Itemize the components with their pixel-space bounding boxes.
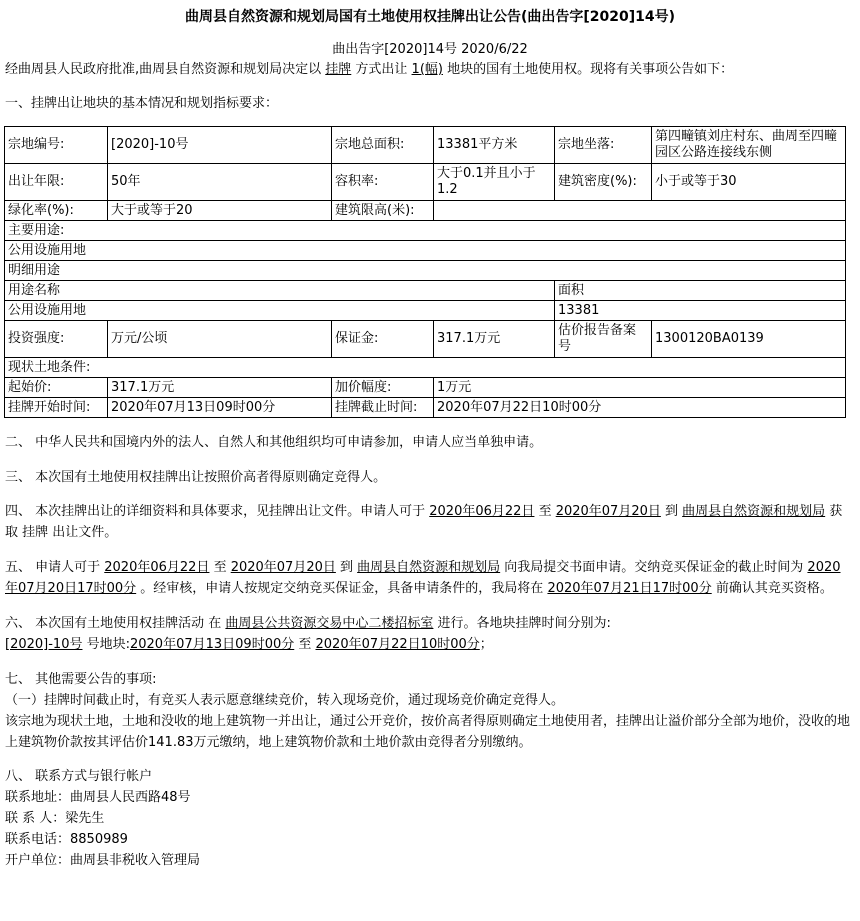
paragraph-text: 至	[294, 637, 316, 652]
table-cell: 50年	[108, 164, 332, 201]
paragraph-text: 六、 本次国有土地使用权挂牌活动 在	[5, 616, 226, 631]
table-cell: 现状土地条件:	[5, 358, 846, 378]
table-row	[5, 358, 846, 378]
section-8-title: 八、 联系方式与银行帐户	[5, 769, 153, 784]
table-cell: 宗地坐落:	[555, 127, 652, 164]
intro-text: 地块的国有土地使用权。现将有关事项公告如下：	[442, 62, 734, 77]
location-value: 曲周县公共资源交易中心二楼招标室	[225, 616, 434, 631]
table-cell: 出让年限:	[5, 164, 108, 201]
table-cell: 公用设施用地	[5, 241, 846, 261]
table-cell: 容积率:	[332, 164, 434, 201]
section-2-paragraph: 二、 中华人民共和国境内外的法人、自然人和其他组织均可申请参加，申请人应当单独申请。	[5, 435, 543, 450]
section-4-paragraph	[0, 501, 860, 543]
page-title: 曲周县自然资源和规划局国有土地使用权挂牌出让公告(曲出告字[2020]14号)	[184, 9, 676, 25]
table-cell: 投资强度:	[5, 321, 108, 358]
table-cell: 317.1万元	[108, 378, 332, 398]
table-row	[5, 398, 846, 418]
table-cell: 1300120BA0139	[652, 321, 846, 358]
table-cell: 317.1万元	[434, 321, 555, 358]
table-cell: 2020年07月22日10时00分	[434, 398, 846, 418]
table-cell: 第四疃镇刘庄村东、曲周至四疃园区公路连接线东侧	[652, 127, 846, 164]
paragraph-text: 四、 本次挂牌出让的详细资料和具体要求，见挂牌出让文件。申请人可于	[5, 504, 430, 519]
paragraph-text: 至	[534, 504, 556, 519]
table-row	[5, 261, 846, 281]
table-row	[5, 241, 846, 261]
paragraph-text: ；	[479, 637, 493, 652]
table-cell: 面积	[555, 281, 846, 301]
date-value: 2020年07月13日09时00分	[129, 637, 295, 652]
lot-number: [2020]-10号	[5, 637, 83, 652]
table-cell: 建筑密度(%):	[555, 164, 652, 201]
section-1-title: 一、挂牌出让地块的基本情况和规划指标要求：	[5, 96, 279, 111]
date-value: 2020年06月22日	[429, 504, 535, 519]
date-value: 2020年07月21日17时00分	[547, 581, 712, 596]
table-row	[5, 221, 846, 241]
intro-text: 经曲周县人民政府批准,曲周县自然资源和规划局决定以	[5, 62, 326, 77]
parcel-count: 1(幅)	[411, 62, 443, 77]
table-cell: 建筑限高(米):	[332, 201, 434, 221]
section-7-title: 七、 其他需要公告的事项:	[5, 672, 157, 687]
table-cell: 小于或等于30	[652, 164, 846, 201]
section-7-item-2: 该宗地为现状土地，土地和没收的地上建筑物一并出让，通过公开竞价，按价高者得原则确定土地使用者，挂牌出让溢价部分全部为地价，没收的地上建筑物价款按其评估价141.83万元缴纳，地上建筑物价款和土地价款由竞得者分别缴纳。	[5, 714, 851, 750]
paragraph-text: 。经审核，申请人按规定交纳竞买保证金，具备申请条件的，我局将在	[136, 581, 548, 596]
table-row	[5, 321, 846, 358]
paragraph-text: 获取 挂牌 出让文件。	[5, 504, 843, 540]
table-row	[5, 378, 846, 398]
date-value: 2020年07月20日17时00分	[5, 560, 841, 596]
table-cell: 宗地编号:	[5, 127, 108, 164]
table-cell: 2020年07月13日09时00分	[108, 398, 332, 418]
contact-address: 联系地址：曲周县人民西路48号	[5, 790, 191, 805]
paragraph-text: 向我局提交书面申请。交纳竞买保证金的截止时间为	[500, 560, 808, 575]
table-cell: 万元/公顷	[108, 321, 332, 358]
section-8-paragraph	[0, 766, 860, 871]
contact-person: 联 系 人：梁先生	[5, 811, 105, 826]
table-cell: 大于0.1并且小于1.2	[434, 164, 555, 201]
paragraph-text: 进行。各地块挂牌时间分别为:	[433, 616, 611, 631]
paragraph-text: 至	[209, 560, 231, 575]
section-7-paragraph	[0, 669, 860, 753]
table-cell: 起始价:	[5, 378, 108, 398]
date-value: 2020年07月20日	[555, 504, 661, 519]
table-cell: [2020]-10号	[108, 127, 332, 164]
table-row	[5, 164, 846, 201]
table-cell: 挂牌截止时间:	[332, 398, 434, 418]
table-cell	[434, 201, 846, 221]
section-3-paragraph: 三、 本次国有土地使用权挂牌出让按照价高者得原则确定竞得人。	[5, 470, 387, 485]
transfer-method: 挂牌	[325, 62, 352, 77]
contact-phone: 联系电话：8850989	[5, 832, 128, 847]
table-cell: 1万元	[434, 378, 846, 398]
location-value: 曲周县自然资源和规划局	[682, 504, 826, 519]
table-cell: 主要用途:	[5, 221, 846, 241]
intro-paragraph	[0, 58, 860, 76]
parcel-info-table	[4, 126, 846, 418]
bank-account-unit: 开户单位：曲周县非税收入管理局	[5, 853, 201, 868]
section-6-line-1	[5, 613, 850, 634]
paragraph-text: 号地块:	[82, 637, 130, 652]
table-cell: 用途名称	[5, 281, 555, 301]
table-cell: 宗地总面积:	[332, 127, 434, 164]
date-value: 2020年07月20日	[230, 560, 336, 575]
table-cell: 估价报告备案号	[555, 321, 652, 358]
table-cell: 保证金:	[332, 321, 434, 358]
paragraph-text: 到	[335, 560, 358, 575]
table-row	[5, 301, 846, 321]
table-cell: 挂牌开始时间:	[5, 398, 108, 418]
table-cell: 13381平方米	[434, 127, 555, 164]
table-row	[5, 281, 846, 301]
section-5-paragraph	[0, 557, 860, 599]
table-cell: 绿化率(%):	[5, 201, 108, 221]
date-value: 2020年07月22日10时00分	[315, 637, 480, 652]
table-cell: 公用设施用地	[5, 301, 555, 321]
location-value: 曲周县自然资源和规划局	[357, 560, 501, 575]
table-cell: 加价幅度:	[332, 378, 434, 398]
paragraph-text: 前确认其竞买资格。	[711, 581, 833, 596]
date-value: 2020年06月22日	[104, 560, 210, 575]
section-6-line-2	[5, 634, 850, 655]
table-cell: 13381	[555, 301, 846, 321]
paragraph-text: 五、 申请人可于	[5, 560, 105, 575]
table-row	[5, 127, 846, 164]
section-7-item-1: （一）挂牌时间截止时，有竞买人表示愿意继续竞价，转入现场竞价，通过现场竞价确定竞得人。	[5, 693, 565, 708]
paragraph-text: 到	[660, 504, 683, 519]
table-cell: 明细用途	[5, 261, 846, 281]
section-6-paragraph	[0, 613, 860, 655]
table-cell: 大于或等于20	[108, 201, 332, 221]
intro-text: 方式出让	[351, 62, 412, 77]
document-number: 曲出告字[2020]14号 2020/6/22	[332, 42, 528, 57]
table-row	[5, 201, 846, 221]
